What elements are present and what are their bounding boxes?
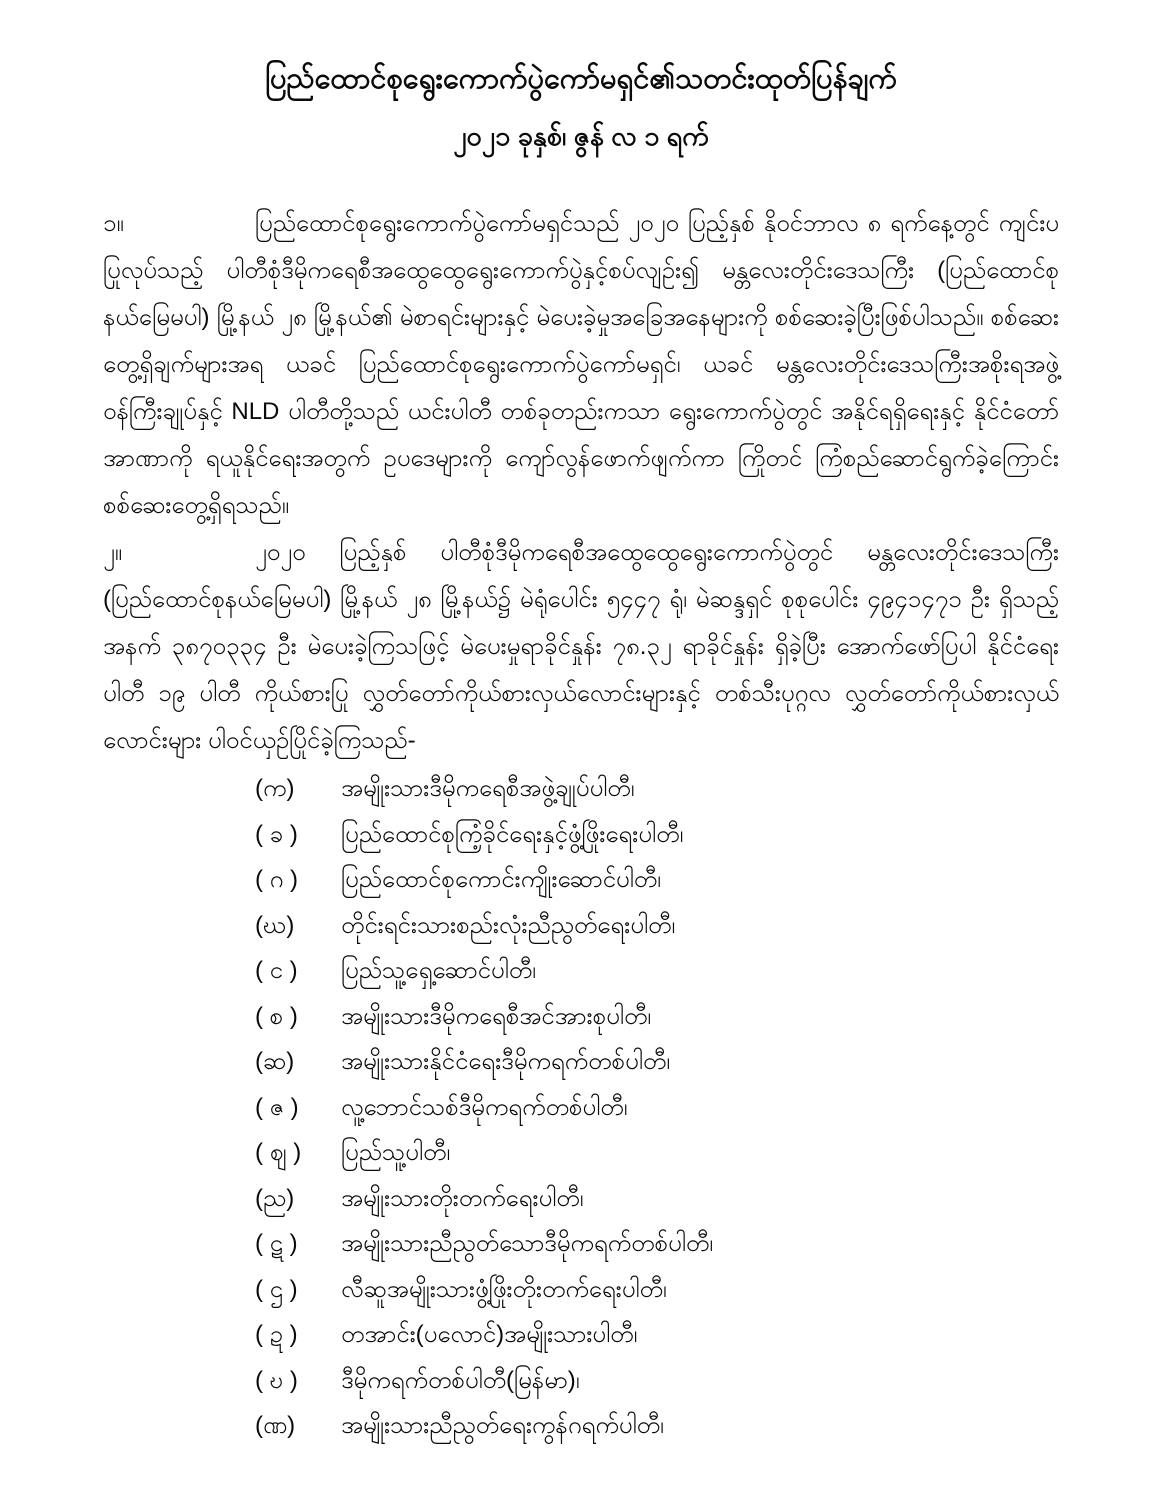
party-item-label: ပြည်သူ့ရှေ့ဆောင်ပါတီ၊ bbox=[341, 957, 536, 984]
party-item-marker: ( ဈ ) bbox=[255, 1139, 302, 1166]
party-item-marker: ( ခ ) bbox=[255, 820, 298, 848]
party-list-item bbox=[103, 1221, 1059, 1267]
party-item-label: အမျိုးသားညီညွတ်ရေးကွန်ဂရက်ပါတီ၊ bbox=[341, 1412, 664, 1439]
party-list-item bbox=[103, 1130, 1059, 1176]
party-list-item bbox=[103, 1039, 1059, 1085]
party-list-item bbox=[103, 1085, 1059, 1131]
party-item-marker: ( ဎ ) bbox=[255, 1366, 298, 1394]
document-body bbox=[103, 200, 1059, 1449]
party-list-item bbox=[103, 948, 1059, 994]
party-item-label: အမျိုးသားနိုင်ငံရေးဒီမိုကရက်တစ်ပါတီ၊ bbox=[341, 1048, 671, 1075]
party-item-marker: (ဃ) bbox=[255, 911, 295, 939]
paragraph-2-text: ၂၀၂၀ ပြည့်နှစ် ပါတီစုံဒီမိုကရေစီအထွေထွေရွေးကောက်ပွဲတွင် မန္တလေးတိုင်းဒေသကြီး (ပြည်ထောင်စုနယ်မြေမပါ) မြို့နယ် ၂၈ မြို့နယ်၌ မဲရုံပေါင်း ၅၄၄၇ ရုံ၊ မဲဆန္ဒရှင် စုစုပေါင်း ၄၉၄၁၄၇၁ ဦး ရှိသည့်အနက် ၃၈၇၀၃၃၄ ဦး မဲပေးခဲ့ကြသဖြင့် မဲပေးမှုရာခိုင်နှုန်း ၇၈.၃၂ ရာခိုင်နှုန်း ရှိခဲ့ပြီး အောက်ဖော်ပြပါ နိုင်ငံရေးပါတီ ၁၉ ပါတီ ကိုယ်စားပြု လွှတ်တော်ကိုယ်စားလှယ်လောင်းများနှင့် တစ်သီးပုဂ္ဂလ လွှတ်တော်ကိုယ်စားလှယ်လောင်းများ ပါဝင်ယှဉ်ပြိုင်ခဲ့ကြသည်- bbox=[103, 539, 1059, 754]
party-list-item bbox=[103, 857, 1059, 903]
party-item-marker: ( ဌ ) bbox=[255, 1275, 298, 1303]
party-list-item bbox=[103, 1403, 1059, 1449]
party-item-label: ဒီမိုကရက်တစ်ပါတီ(မြန်မာ)၊ bbox=[341, 1366, 580, 1394]
party-item-label: တအာင်း(ပလောင်)အမျိုးသားပါတီ၊ bbox=[341, 1321, 638, 1348]
party-item-marker: ( ဍ ) bbox=[255, 1321, 298, 1348]
party-list-item bbox=[103, 903, 1059, 949]
party-item-marker: (က) bbox=[255, 775, 295, 802]
paragraph-1 bbox=[103, 200, 1059, 529]
party-item-label: ပြည်သူ့ပါတီ၊ bbox=[341, 1139, 451, 1166]
party-item-marker: ( ဋ ) bbox=[255, 1230, 298, 1257]
paragraph-2 bbox=[103, 529, 1059, 764]
party-list-item bbox=[103, 1312, 1059, 1358]
document-header bbox=[103, 50, 1059, 164]
party-item-label: လီဆူအမျိုးသားဖွံ့ဖြိုးတိုးတက်ရေးပါတီ၊ bbox=[341, 1275, 667, 1303]
party-item-label: အမျိုးသားဒီမိုကရေစီအဖွဲ့ချုပ်ပါတီ၊ bbox=[341, 775, 635, 802]
party-item-label: အမျိုးသားတိုးတက်ရေးပါတီ၊ bbox=[341, 1184, 584, 1212]
party-item-marker: ( စ ) bbox=[255, 1002, 298, 1030]
party-list-item bbox=[103, 1176, 1059, 1222]
party-item-marker: (ဆ) bbox=[255, 1048, 295, 1075]
party-item-label: အမျိုးသားညီညွတ်သောဒီမိုကရက်တစ်ပါတီ၊ bbox=[341, 1230, 714, 1257]
party-item-marker: ( င ) bbox=[255, 957, 298, 984]
document-title: ပြည်ထောင်စုရွေးကောက်ပွဲကော်မရှင်၏သတင်းထုတ်ပြန်ချက် bbox=[265, 63, 897, 95]
party-item-label: ပြည်ထောင်စုကြံ့ခိုင်ရေးနှင့်ဖွံ့ဖြိုးရေးပါတီ၊ bbox=[341, 820, 684, 848]
party-item-marker: ( ဂ ) bbox=[255, 866, 299, 893]
party-item-label: အမျိုးသားဒီမိုကရေစီအင်အားစုပါတီ၊ bbox=[341, 1002, 652, 1030]
party-list-item bbox=[103, 766, 1059, 812]
paragraph-1-text: ပြည်ထောင်စုရွေးကောက်ပွဲကော်မရှင်သည် ၂၀၂၀ ပြည့်နှစ် နိုဝင်ဘာလ ၈ ရက်နေ့တွင် ကျင်းပပြုလုပ်သည့် ပါတီစုံဒီမိုကရေစီအထွေထွေရွေးကောက်ပွဲနှင့်စပ်လျဉ်း၍ မန္တလေးတိုင်းဒေသကြီး (ပြည်ထောင်စုနယ်မြေမပါ) မြို့နယ် ၂၈ မြို့နယ်၏ မဲစာရင်းများနှင့် မဲပေးခဲ့မှုအခြေအနေများကို စစ်ဆေးခဲ့ပြီးဖြစ်ပါသည်။ စစ်ဆေးတွေ့ရှိချက်များအရ ယခင် ပြည်ထောင်စုရွေးကောက်ပွဲကော်မရှင်၊ ယခင် မန္တလေးတိုင်းဒေသကြီးအစိုးရအဖွဲ့ ဝန်ကြီးချုပ်နှင့် NLD ပါတီတို့သည် ယင်းပါတီ တစ်ခုတည်းကသာ ရွေးကောက်ပွဲတွင် အနိုင်ရရှိရေးနှင့် နိုင်ငံတော်အာဏာကို ရယူနိုင်ရေးအတွက် ဥပဒေများကို ကျော်လွန်ဖောက်ဖျက်ကာ ကြိုတင် ကြံစည်ဆောင်ရွက်ခဲ့ကြောင်း စစ်ဆေးတွေ့ရှိရသည်။ bbox=[103, 210, 1060, 519]
party-item-label: လူ့ဘောင်သစ်ဒီမိုကရက်တစ်ပါတီ၊ bbox=[341, 1093, 628, 1121]
party-item-label: ပြည်ထောင်စုကောင်းကျိုးဆောင်ပါတီ၊ bbox=[341, 866, 661, 893]
party-item-marker: ( ဇ ) bbox=[255, 1093, 299, 1121]
party-list-item bbox=[103, 1358, 1059, 1404]
party-list-item bbox=[103, 994, 1059, 1040]
party-list-item bbox=[103, 1267, 1059, 1313]
document-date-line: ၂၀၂၁ ခုနှစ်၊ ဇွန် လ ၁ ရက် bbox=[453, 121, 709, 151]
party-item-label: တိုင်းရင်းသားစည်းလုံးညီညွတ်ရေးပါတီ၊ bbox=[341, 911, 676, 939]
party-item-marker: (ည) bbox=[255, 1184, 295, 1212]
party-item-marker: (ဏ) bbox=[255, 1412, 296, 1439]
party-list-item bbox=[103, 812, 1059, 858]
paragraph-1-number: ၁။ bbox=[103, 210, 124, 237]
party-list bbox=[103, 766, 1059, 1449]
paragraph-2-number: ၂။ bbox=[103, 539, 123, 566]
